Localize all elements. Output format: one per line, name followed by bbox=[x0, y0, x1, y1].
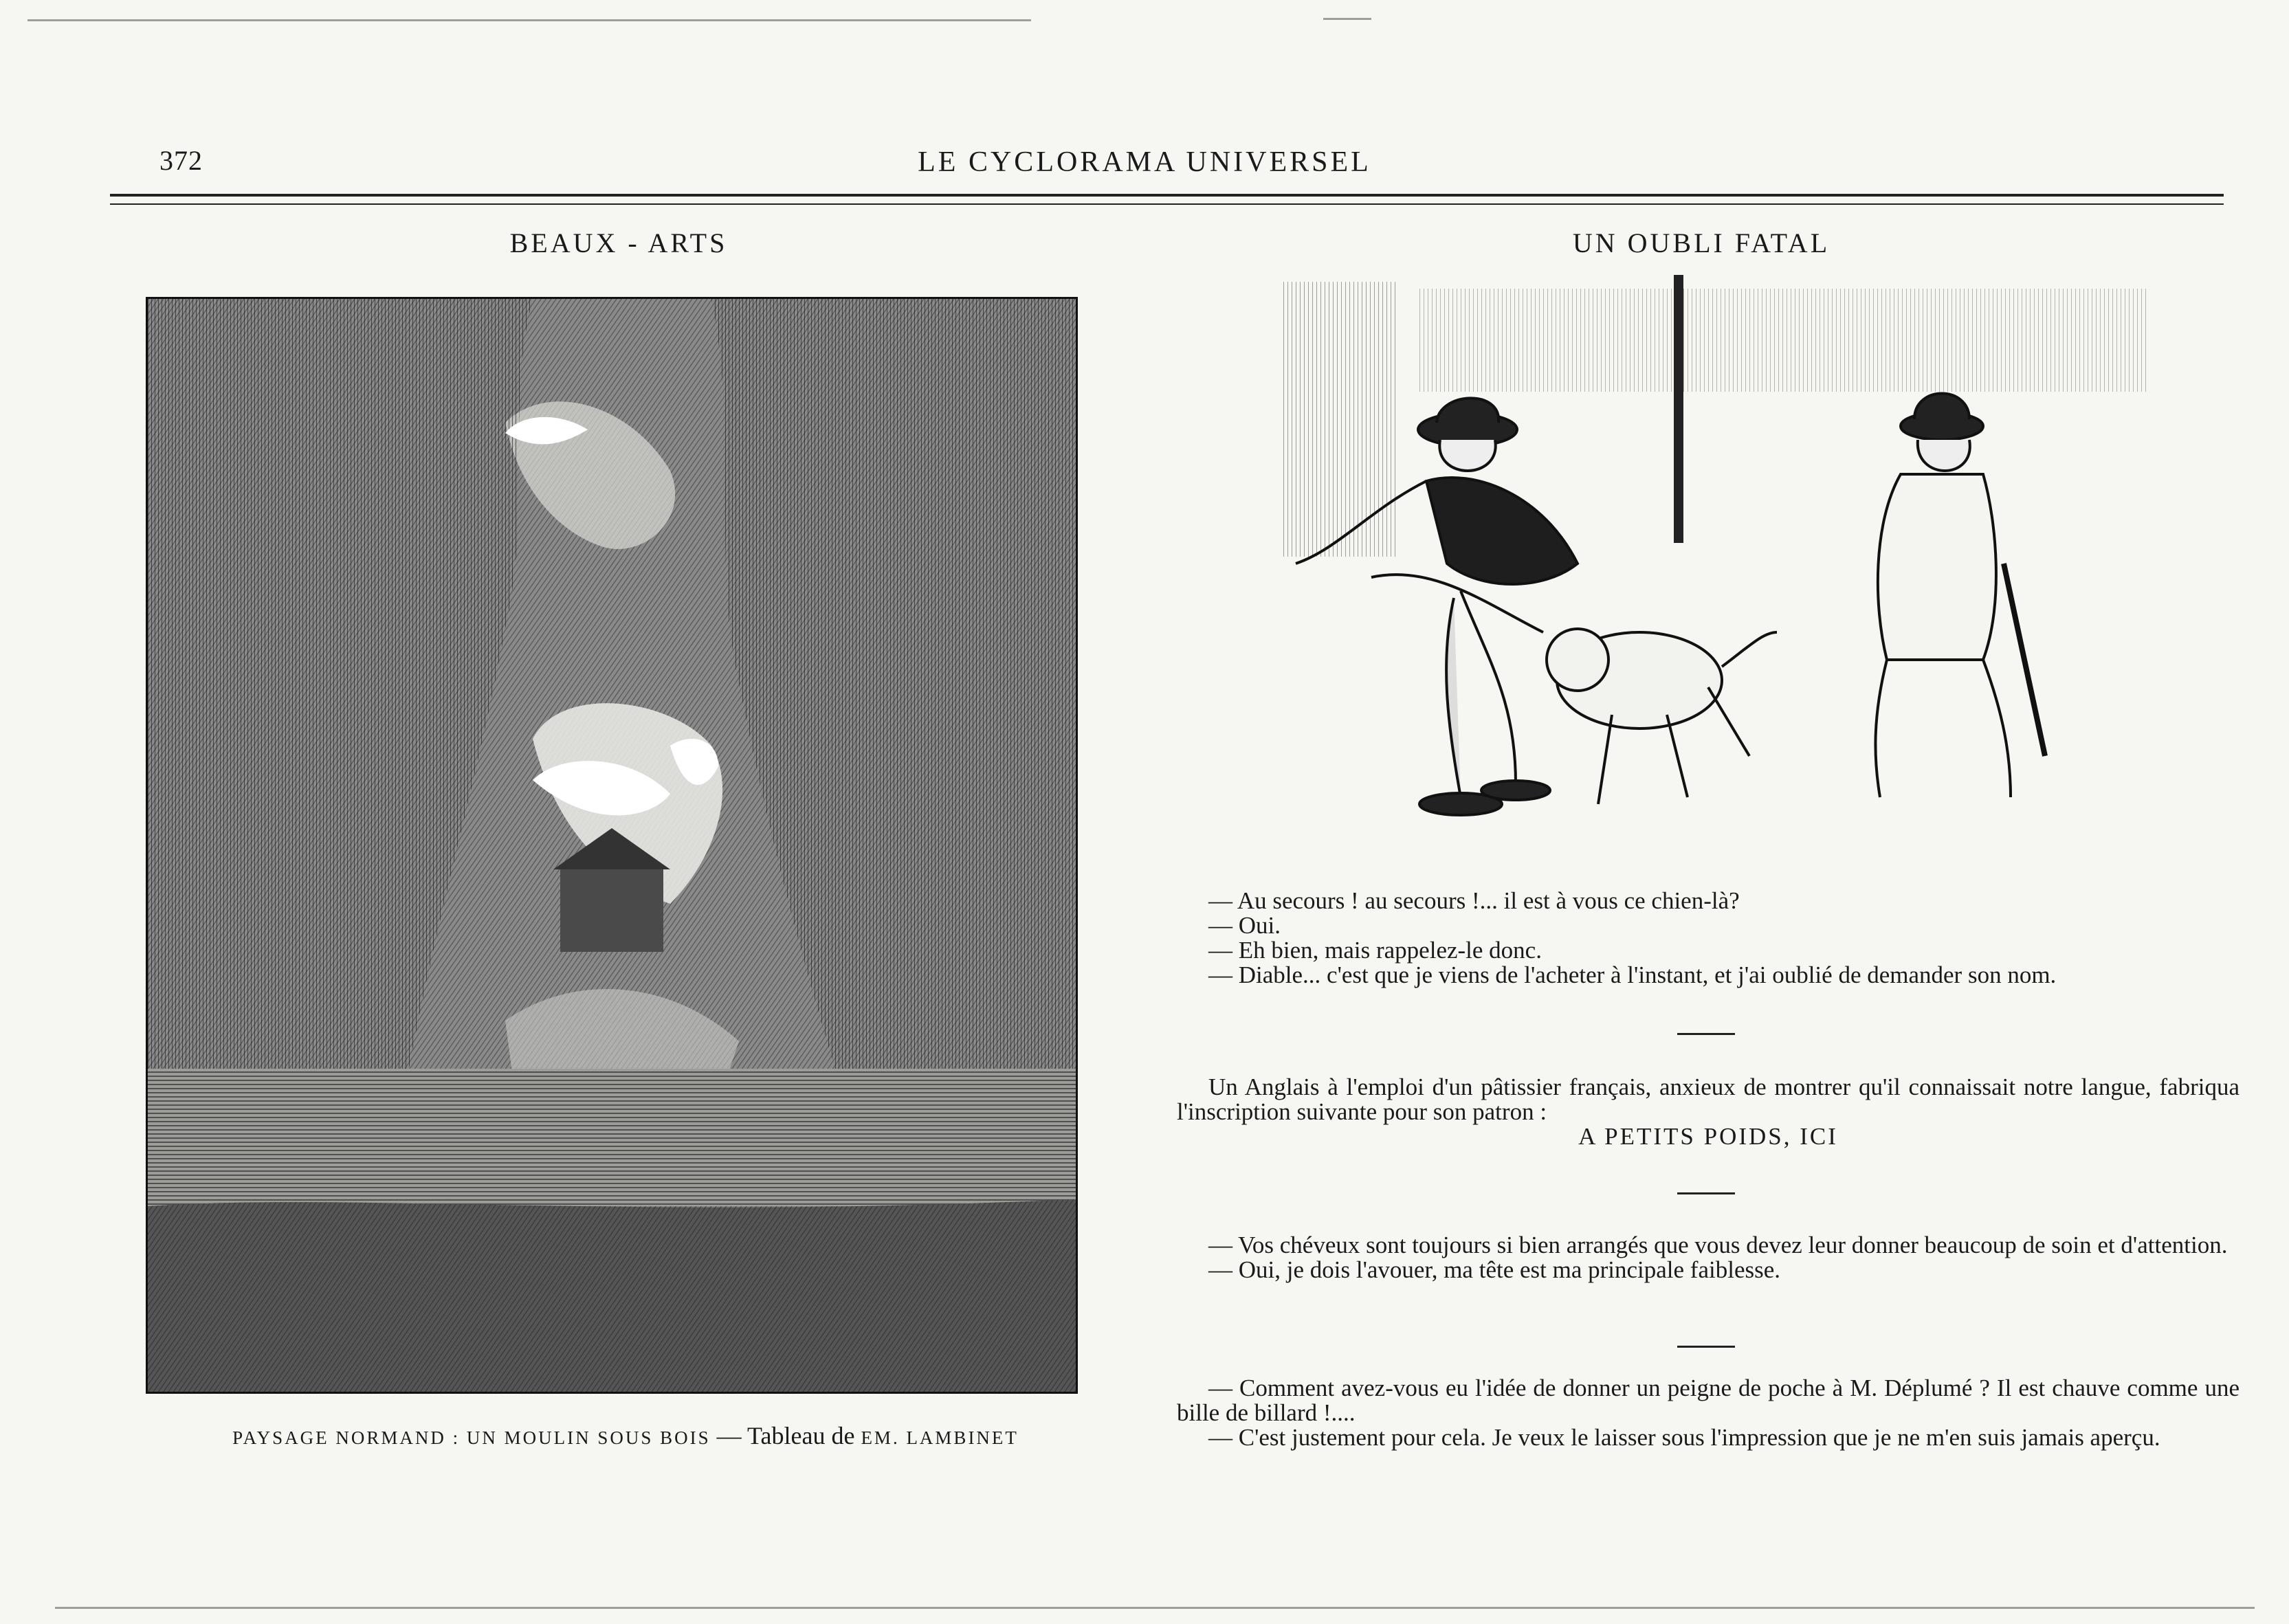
scan-edge-mark bbox=[1323, 18, 1371, 20]
running-head: LE CYCLORAMA UNIVERSEL bbox=[918, 146, 1371, 178]
separator-rule-1 bbox=[1677, 1033, 1735, 1035]
separator-rule-3 bbox=[1677, 1346, 1735, 1348]
cartoon-illustration bbox=[1254, 275, 2162, 863]
comb-joke-block bbox=[1177, 1376, 2240, 1450]
dialogue-line-1: — Au secours ! au secours !... il est à vous ce chien-là? bbox=[1208, 887, 1740, 914]
section-title-oubli-fatal: UN OUBLI FATAL bbox=[1572, 227, 1831, 258]
section-title-beaux-arts: BEAUX - ARTS bbox=[509, 227, 728, 258]
comb-joke-line-1: — Comment avez-vous eu l'idée de donner un peigne de poche à M. Déplumé ? Il est chauve comme une bille de billard !.... bbox=[1177, 1375, 2240, 1426]
caption-tableau: Tableau de bbox=[747, 1422, 861, 1449]
scan-edge-rule bbox=[27, 19, 1031, 21]
caption-dash: — bbox=[710, 1422, 748, 1449]
hair-joke-block bbox=[1177, 1233, 2240, 1282]
scan-bottom-rule bbox=[55, 1607, 2255, 1609]
caption-title: PAYSAGE NORMAND : UN MOULIN SOUS BOIS bbox=[232, 1427, 711, 1448]
anecdote-block bbox=[1177, 1075, 2240, 1149]
header-rule-thick bbox=[110, 194, 2224, 197]
dialogue-line-4: — Diable... c'est que je viens de l'acheter à l'instant, et j'ai oublié de demander son nom. bbox=[1208, 961, 2057, 988]
anecdote-text: Un Anglais à l'emploi d'un pâtissier français, anxieux de montrer qu'il connaissait notre langue, fabriqua l'inscription suivante pour son patron : bbox=[1177, 1074, 2240, 1125]
comb-joke-line-2: — C'est justement pour cela. Je veux le laisser sous l'impression que je ne m'en suis jamais aperçu. bbox=[1208, 1424, 2160, 1451]
engraving-caption bbox=[165, 1421, 1086, 1450]
dialogue-line-2: — Oui. bbox=[1208, 912, 1281, 939]
hair-joke-line-1: — Vos chéveux sont toujours si bien arrangés que vous devez leur donner beaucoup de soin et d'attention. bbox=[1208, 1232, 2228, 1258]
dialogue-line-3: — Eh bien, mais rappelez-le donc. bbox=[1208, 937, 1542, 964]
shop-sign-text: A PETITS POIDS, ICI bbox=[1578, 1123, 1838, 1150]
hair-joke-line-2: — Oui, je dois l'avouer, ma tête est ma principale faiblesse. bbox=[1208, 1256, 1781, 1283]
dialogue-block bbox=[1177, 889, 2240, 988]
separator-rule-2 bbox=[1677, 1192, 1735, 1194]
landscape-engraving bbox=[146, 297, 1078, 1394]
page-number: 372 bbox=[159, 145, 203, 176]
header-rule-thin bbox=[110, 203, 2224, 205]
caption-artist: EM. LAMBINET bbox=[861, 1427, 1019, 1448]
